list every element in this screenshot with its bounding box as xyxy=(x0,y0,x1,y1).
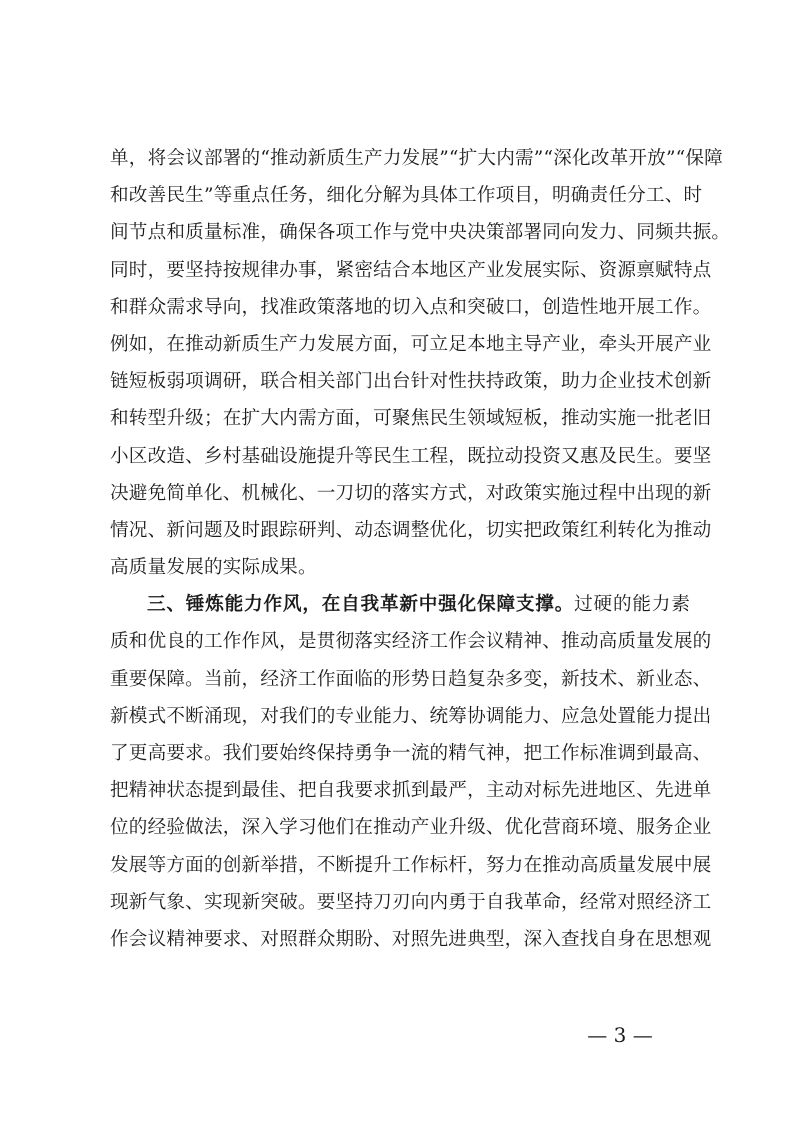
paragraph-line: 同时，要坚持按规律办事，紧密结合本地区产业发展实际、资源禀赋特点 xyxy=(110,259,712,281)
paragraph-line: 决避免简单化、机械化、一刀切的落实方式，对政策实施过程中出现的新 xyxy=(110,482,712,504)
paragraph-line: 新模式不断涌现，对我们的专业能力、统筹协调能力、应急处置能力提出 xyxy=(110,705,712,727)
paragraph-line: 了更高要求。我们要始终保持勇争一流的精气神，把工作标准调到最高、 xyxy=(110,743,712,764)
paragraph-line: 单，将会议部署的“推动新质生产力发展”“扩大内需”“深化改革开放”“保障 xyxy=(110,148,723,169)
paragraph-line: 作会议精神要求、对照群众期盼、对照先进典型，深入查找自身在思想观 xyxy=(110,928,712,950)
paragraph-line: 例如，在推动新质生产力发展方面，可立足本地主导产业，牵头开展产业 xyxy=(110,333,712,355)
paragraph-line: 小区改造、乡村基础设施提升等民生工程，既拉动投资又惠及民生。要坚 xyxy=(110,445,712,467)
paragraph-line: 链短板弱项调研，联合相关部门出台针对性扶持政策，助力企业技术创新 xyxy=(110,371,712,393)
paragraph-line: 间节点和质量标准，确保各项工作与党中央决策部署同向发力、同频共振。 xyxy=(110,222,731,244)
section-heading: 三、锤炼能力作风，在自我革新中强化保障支撑。 xyxy=(147,594,575,616)
section-heading-line xyxy=(110,586,690,623)
paragraph-line: 和群众需求导向，找准政策落地的切入点和突破口，创造性地开展工作。 xyxy=(110,296,712,318)
paragraph-line: 位的经验做法，深入学习他们在推动产业升级、优化营商环境、服务企业 xyxy=(110,817,712,839)
heading-line-text: 过硬的能力素 xyxy=(574,594,690,616)
paragraph-line: 质和优良的工作作风，是贯彻落实经济工作会议精神、推动高质量发展的 xyxy=(110,631,712,653)
page-number: — 3 — xyxy=(587,1023,653,1047)
paragraph-line: 高质量发展的实际成果。 xyxy=(110,557,317,579)
paragraph-line: 把精神状态提到最佳、把自我要求抓到最严，主动对标先进地区、先进单 xyxy=(110,780,712,802)
paragraph-line: 和改善民生”等重点任务，细化分解为具体工作项目，明确责任分工、时 xyxy=(110,185,703,207)
paragraph-line: 重要保障。当前，经济工作面临的形势日趋复杂多变，新技术、新业态、 xyxy=(110,668,712,690)
paragraph-line: 现新气象、实现新突破。要坚持刀刃向内勇于自我革命，经常对照经济工 xyxy=(110,891,712,913)
paragraph-line: 情况、新问题及时跟踪研判、动态调整优化，切实把政策红利转化为推动 xyxy=(110,519,712,541)
paragraph-line: 发展等方面的创新举措，不断提升工作标杆，努力在推动高质量发展中展 xyxy=(110,854,712,876)
paragraph-line: 和转型升级；在扩大内需方面，可聚焦民生领域短板，推动实施一批老旧 xyxy=(110,408,712,430)
body-text xyxy=(110,140,731,958)
